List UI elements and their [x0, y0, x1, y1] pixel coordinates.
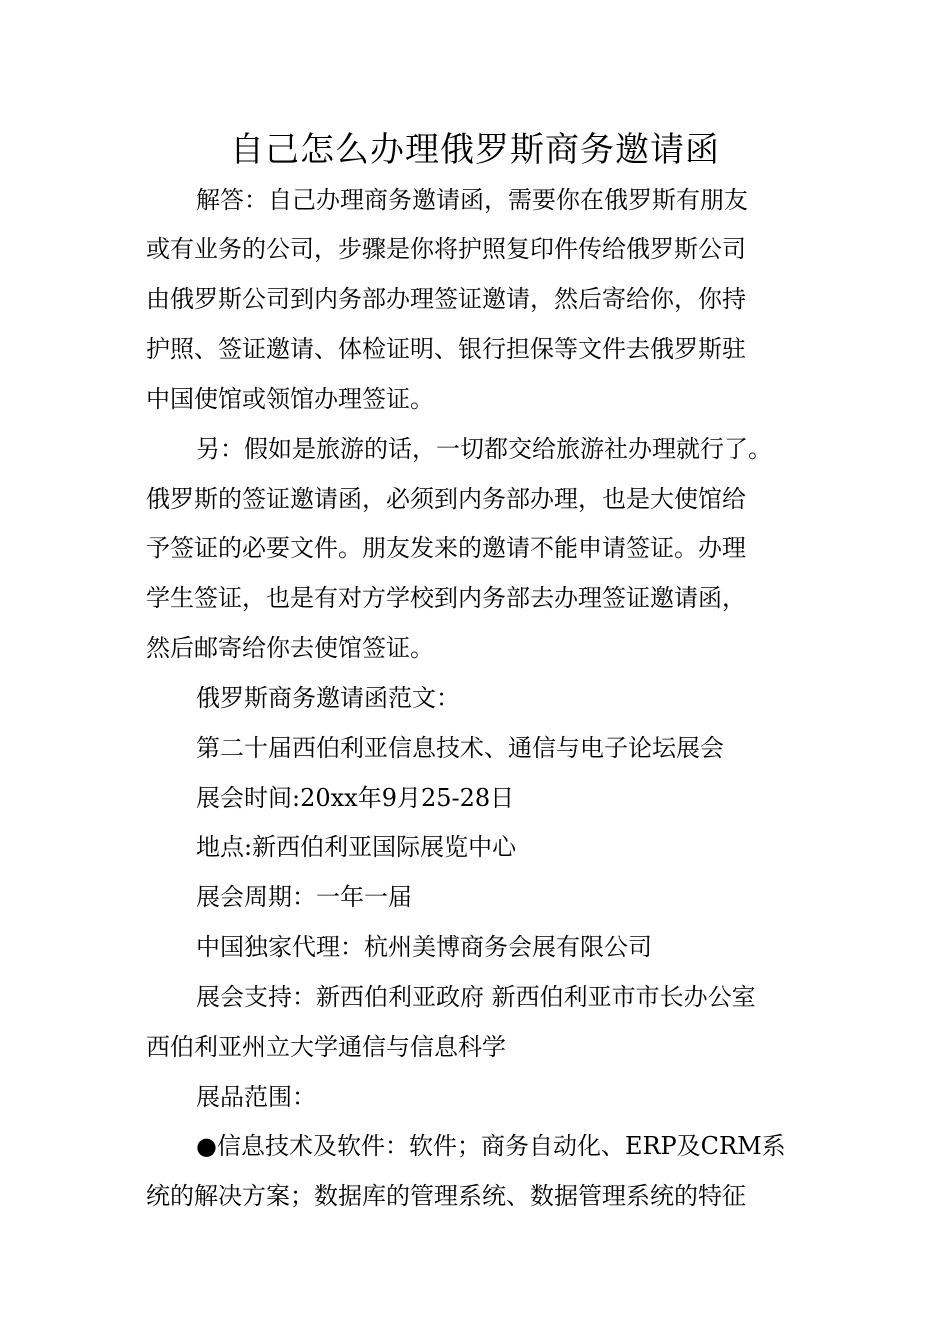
paragraph-line: 中国独家代理：杭州美博商务会展有限公司 [196, 933, 652, 961]
paragraph-line: 护照、签证邀请、体检证明、银行担保等文件去俄罗斯驻 [146, 335, 746, 363]
paragraph-line: 展品范围： [196, 1083, 316, 1111]
paragraph-line: 西伯利亚州立大学通信与信息科学 [146, 1033, 506, 1061]
paragraph-line: 展会支持：新西伯利亚政府 新西伯利亚市市长办公室 [196, 983, 756, 1011]
bullet-line: ●信息技术及软件：软件；商务自动化、ERP及CRM系 [196, 1132, 786, 1160]
paragraph-line: 学生签证，也是有对方学校到内务部去办理签证邀请函， [146, 584, 746, 612]
paragraph-line: 解答：自己办理商务邀请函，需要你在俄罗斯有朋友 [196, 186, 748, 214]
paragraph-line: 或有业务的公司，步骤是你将护照复印件传给俄罗斯公司 [146, 235, 746, 263]
paragraph-line: 然后邮寄给你去使馆签证。 [146, 634, 434, 662]
paragraph-line: 展会时间:20xx年9月25-28日 [196, 784, 515, 812]
paragraph-line: 展会周期：一年一届 [196, 883, 412, 911]
section-heading: 俄罗斯商务邀请函范文： [196, 684, 460, 712]
paragraph-line: 由俄罗斯公司到内务部办理签证邀请，然后寄给你，你持 [146, 285, 746, 313]
paragraph-line: 第二十届西伯利亚信息技术、通信与电子论坛展会 [196, 734, 724, 762]
paragraph-line: 地点:新西伯利亚国际展览中心 [196, 833, 517, 861]
paragraph-line: 予签证的必要文件。朋友发来的邀请不能申请签证。办理 [146, 534, 746, 562]
paragraph-line: 另：假如是旅游的话，一切都交给旅游社办理就行了。 [196, 435, 772, 463]
paragraph-line: 中国使馆或领馆办理签证。 [146, 385, 434, 413]
paragraph-line: 俄罗斯的签证邀请函，必须到内务部办理，也是大使馆给 [146, 485, 746, 513]
paragraph-line: 统的解决方案；数据库的管理系统、数据管理系统的特征 [146, 1182, 746, 1210]
page-title: 自己怎么办理俄罗斯商务邀请函 [230, 130, 720, 170]
